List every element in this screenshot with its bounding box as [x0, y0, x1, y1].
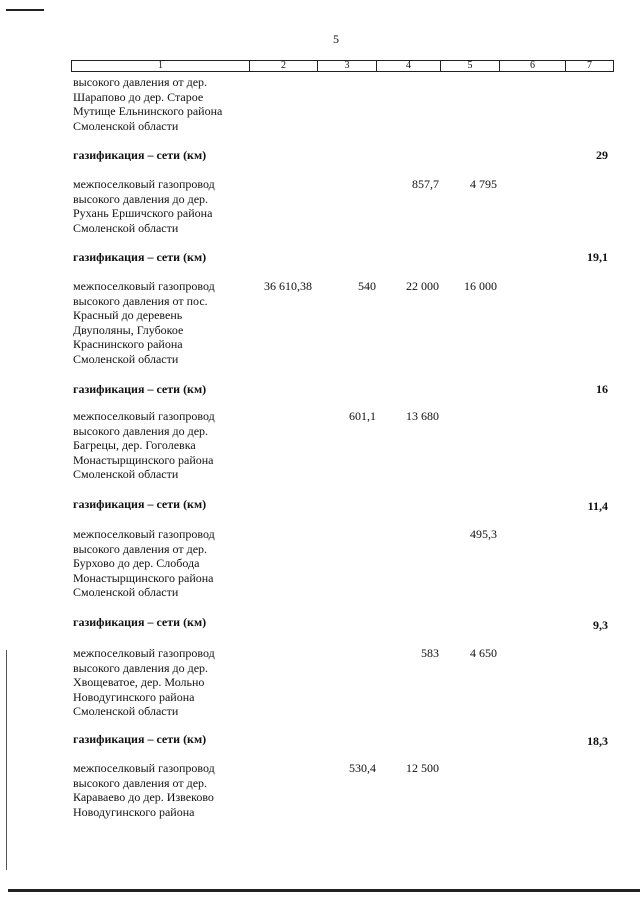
- description-line: Смоленской области: [73, 118, 179, 133]
- section-subtitle: газификация – сети (км): [73, 615, 207, 629]
- description-line: Краснинского района: [73, 337, 183, 351]
- section-description: [73, 761, 253, 819]
- header-cell-5: 5: [441, 61, 500, 71]
- description-line: высокого давления до дер.: [73, 423, 209, 438]
- section-value-col7: 16: [596, 382, 608, 396]
- description-line: Рухань Ершичского района: [73, 206, 213, 220]
- description-line: Новодугинского района: [73, 804, 195, 819]
- cell-col4: 583: [421, 646, 439, 660]
- cell-col3: 601,1: [349, 409, 376, 423]
- description-line: межпоселковый газопровод: [73, 177, 215, 191]
- cell-col4: 22 000: [406, 279, 439, 293]
- section-description: [73, 177, 253, 235]
- page-number: 5: [333, 32, 339, 46]
- description-line: Смоленской области: [73, 585, 179, 599]
- description-line: высокого давления до дер.: [73, 191, 209, 206]
- description-line: Смоленской области: [73, 351, 179, 366]
- description-line: Смоленской области: [73, 467, 179, 481]
- scan-mark-left-edge: [6, 650, 7, 870]
- description-line: межпоселковый газопровод: [73, 409, 215, 423]
- description-line: Хвощеватое, дер. Мольно: [73, 675, 205, 689]
- description-line: Шарапово до дер. Старое: [73, 89, 204, 104]
- section-description: [73, 279, 253, 366]
- section-value-col7: 18,3: [587, 734, 608, 748]
- section-description: [73, 646, 253, 719]
- header-cell-2: 2: [250, 61, 318, 71]
- cell-col5: 16 000: [464, 279, 497, 293]
- description-line: Монастырщинского района: [73, 570, 214, 585]
- cell-col3: 540: [358, 279, 376, 293]
- description-line: Красный до деревень: [73, 308, 183, 322]
- header-cell-7: 7: [587, 60, 592, 71]
- description-line: межпоселковый газопровод: [73, 279, 215, 293]
- description-line: высокого давления до дер.: [73, 660, 209, 675]
- section-description: [73, 409, 253, 482]
- section-value-col7: 11,4: [587, 499, 608, 513]
- section-subtitle: газификация – сети (км): [73, 497, 207, 511]
- description-line: Бурхово до дер. Слобода: [73, 556, 200, 570]
- header-cell-1: 1: [72, 61, 250, 71]
- description-line: высокого давления от пос.: [73, 293, 208, 308]
- cell-col4: 857,7: [412, 177, 439, 191]
- description-line: высокого давления от дер.: [73, 75, 208, 89]
- header-cell-4: 4: [377, 61, 441, 71]
- section-value-col7: 19,1: [587, 250, 608, 264]
- description-line: межпоселковый газопровод: [73, 646, 215, 660]
- section-value-col7: 29: [596, 148, 608, 162]
- description-line: межпоселковый газопровод: [73, 761, 215, 775]
- section-value-col7: 9,3: [593, 618, 608, 632]
- description-line: Багрецы, дер. Гоголевка: [73, 438, 196, 452]
- section-subtitle: газификация – сети (км): [73, 382, 207, 396]
- section-description: [73, 527, 253, 600]
- section-subtitle: газификация – сети (км): [73, 732, 207, 746]
- description-line: Смоленской области: [73, 704, 179, 718]
- section-subtitle: газификация – сети (км): [73, 250, 207, 264]
- continuation-description: [73, 75, 253, 133]
- scan-mark-bottom: [8, 889, 640, 892]
- description-line: Караваево до дер. Извеково: [73, 790, 214, 804]
- cell-col4: 12 500: [406, 761, 439, 775]
- cell-col5: 4 650: [470, 646, 497, 660]
- scan-mark-top-left: [6, 9, 44, 11]
- cell-col2: 36 610,38: [264, 279, 312, 293]
- description-line: межпоселковый газопровод: [73, 527, 215, 541]
- section-subtitle: газификация – сети (км): [73, 148, 207, 162]
- table-header-row: [71, 60, 614, 72]
- description-line: высокого давления от дер.: [73, 541, 208, 556]
- cell-col3: 530,4: [349, 761, 376, 775]
- cell-col5: 4 795: [470, 177, 497, 191]
- description-line: Новодугинского района: [73, 689, 195, 704]
- header-cell-6: 6: [500, 61, 566, 71]
- description-line: Смоленской области: [73, 220, 179, 235]
- cell-col4: 13 680: [406, 409, 439, 423]
- description-line: Монастырщинского района: [73, 452, 214, 467]
- header-cell-3: 3: [318, 61, 377, 71]
- description-line: Мутище Ельнинского района: [73, 104, 223, 118]
- cell-col5: 495,3: [470, 527, 497, 541]
- description-line: Двуполяны, Глубокое: [73, 322, 184, 337]
- description-line: высокого давления от дер.: [73, 775, 208, 790]
